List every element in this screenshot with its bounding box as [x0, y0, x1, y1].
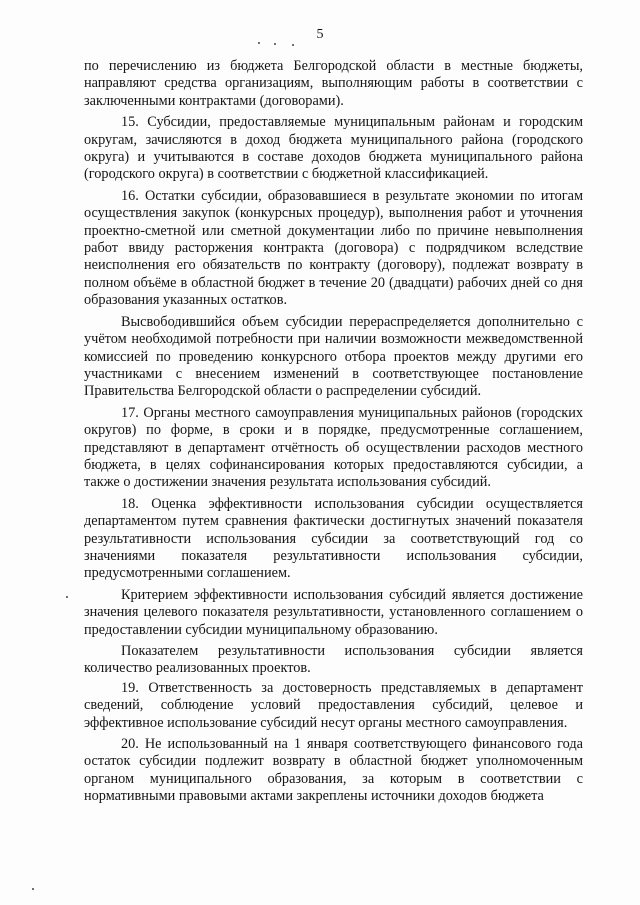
paragraph-item-18: 18. Оценка эффективности использования субсидии осуществляется департаментом путем сравнения фактически достигнутых значений показателя результативности использования субсидии за соответствующий год со значениями показателя результативности использования субсидии, предусмотренными соглашением.: [84, 495, 583, 582]
paragraph-continuation: по перечислению из бюджета Белгородской области в местные бюджеты, направляют средства организациям, выполняющим работы в соответствии с заключенными контрактами (договорами).: [84, 58, 583, 109]
document-body: [84, 58, 583, 810]
paragraph-redistribution: Высвободившийся объем субсидии перераспределяется дополнительно с учётом необходимой потребности при наличии возможности межведомственной комиссией по проведению конкурсного отбора проектов между другими его участниками с внесением изменений в соответствующее постановление Правительства Белгородской области о распределении субсидий.: [84, 313, 583, 400]
scan-speck: [32, 888, 34, 890]
paragraph-item-19: 19. Ответственность за достоверность представляемых в департамент сведений, соблюдение условий предоставления субсидий, целевое и эффективное использование субсидий несут органы местного самоуправления.: [84, 679, 583, 731]
paragraph-indicator: Показателем результативности использования субсидии является количество реализованных проектов.: [84, 643, 583, 677]
paragraph-item-20: 20. Не использованный на 1 января соответствующего финансового года остаток субсидии подлежит возврату в областной бюджет уполномоченным органом муниципального образования, за которым в соответствии с нормативными правовыми актами закреплены источники доходов бюджета: [84, 736, 583, 805]
page-number: 5: [316, 27, 324, 42]
paragraph-item-15: 15. Субсидии, предоставляемые муниципальным районам и городским округам, зачисляются в доход бюджета муниципального района (городского округа) и учитываются в составе доходов бюджета муниципального района (городского округа) в соответствии с бюджетной классификацией.: [84, 114, 583, 183]
paragraph-item-16: 16. Остатки субсидии, образовавшиеся в результате экономии по итогам осуществления закупок (конкурсных процедур), выполнения работ и уточнения проектно-сметной или сметной документации либо по причине невыполнения работ ввиду расторжения контракта (договора) с подрядчиком вследствие неисполнения его обязательств по контракту (договору), подлежат возврату в полном объёме в областной бюджет в течение 20 (двадцати) рабочих дней со дня образования указанных остатков.: [84, 187, 583, 309]
scan-speck: [292, 44, 294, 46]
scan-speck: [274, 43, 276, 45]
paragraph-item-17: 17. Органы местного самоуправления муниципальных районов (городских округов) по форме, в сроки и в порядке, предусмотренные соглашением, представляют в департамент отчётность об осуществлении расходов местного бюджета, в целях софинансирования которых предоставляются субсидии, а также о достижении значения результата использования субсидий.: [84, 404, 583, 491]
paragraph-efficiency-criterion: Критерием эффективности использования субсидий является достижение значения целевого показателя результативности, установленного соглашением о предоставлении субсидии муниципальному образованию.: [84, 586, 583, 638]
scan-speck: [66, 596, 68, 598]
